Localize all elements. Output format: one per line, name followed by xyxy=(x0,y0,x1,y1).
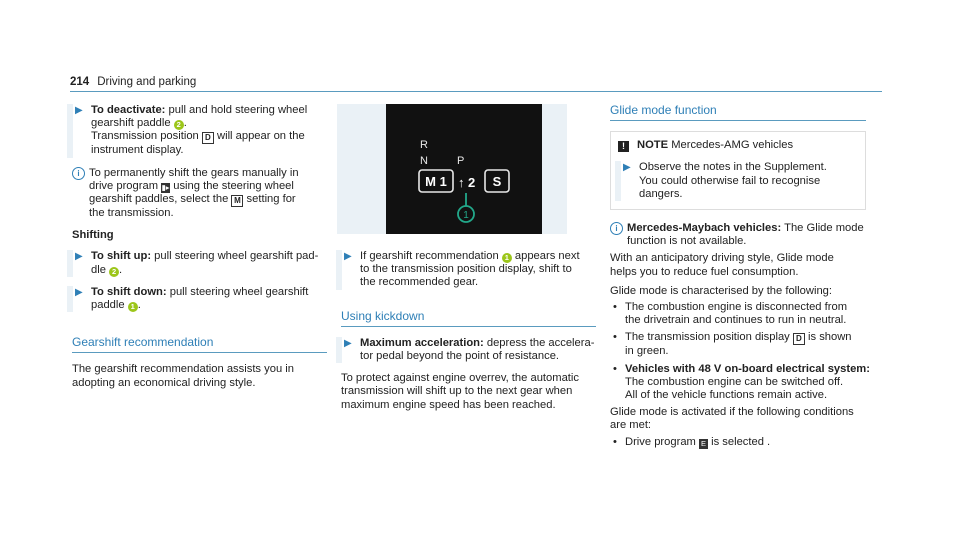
maybach-label: Mercedes-Maybach vehicles: xyxy=(627,222,782,235)
recommendation-text: appears next xyxy=(514,250,580,262)
deactivate-label: To deactivate: xyxy=(91,104,166,116)
glide-mode-heading: Glide mode function xyxy=(610,104,866,121)
recommended-gear-label: 2 xyxy=(468,175,476,190)
step-bar xyxy=(67,104,73,158)
callout-1-icon: 1 xyxy=(128,302,138,312)
arrow-icon: ▶ xyxy=(75,286,83,298)
list-item xyxy=(610,436,866,449)
shift-down-text: pull steering wheel gearshift xyxy=(169,285,309,298)
tip-text: setting for xyxy=(246,193,296,206)
step-bar xyxy=(615,161,621,201)
list-item-text: The transmission position display xyxy=(625,331,790,344)
mode-label: S xyxy=(492,174,502,189)
step-bar xyxy=(67,286,73,312)
shift-up-text: pull steering wheel gearshift pad- xyxy=(154,250,319,263)
bullet-icon: • xyxy=(613,331,617,344)
max-acceleration-text: tor pedal beyond the point of resistance. xyxy=(360,350,560,363)
gearshift-recommendation-heading: Gearshift recommendation xyxy=(72,336,327,353)
list-item-text: is selected . xyxy=(711,435,771,448)
step-bar xyxy=(67,250,73,276)
deactivate-text: pull and hold steering wheel xyxy=(168,104,308,116)
max-acceleration-label: Maximum acceleration: xyxy=(360,336,484,349)
gearshift-text: The gearshift recommendation assists you in xyxy=(72,363,294,376)
bullet-icon: • xyxy=(613,301,617,314)
kickdown-heading: Using kickdown xyxy=(341,310,596,327)
drive-program-e-icon: E xyxy=(700,438,706,448)
note-box xyxy=(610,131,866,210)
shift-up-step: ▶ To shift up: pull steering wheel gearshift pad- dle 2 . xyxy=(72,250,327,276)
protect-text: To protect against engine overrev, the automatic xyxy=(341,372,579,385)
gear-m-icon: M xyxy=(231,195,243,207)
callout-1-icon: 1 xyxy=(502,253,512,263)
glide-text: helps you to reduce fuel consumption. xyxy=(610,265,799,278)
column-3 xyxy=(610,103,870,453)
column-1 xyxy=(72,104,327,390)
list-item-text: in green. xyxy=(625,345,669,358)
list-item-text: All of the vehicle functions remain active. xyxy=(625,389,828,402)
note-label: NOTE xyxy=(637,139,669,152)
arrow-icon: ▶ xyxy=(344,337,352,349)
upshift-arrow-icon: ↑ xyxy=(458,175,465,190)
list-item xyxy=(610,362,870,403)
current-gear-label: M 1 xyxy=(425,174,447,189)
step-bar xyxy=(336,337,342,363)
info-icon: i xyxy=(72,167,85,180)
maybach-info xyxy=(610,222,866,248)
max-acceleration-text: depress the accelera- xyxy=(486,336,595,349)
note-step xyxy=(620,161,858,201)
list-item xyxy=(610,331,866,358)
header-rule xyxy=(70,91,882,92)
list-item-text: is shown xyxy=(808,331,852,344)
tip-text: gearshift paddles, select the xyxy=(89,193,229,206)
glide-text: Glide mode is characterised by the following: xyxy=(610,284,832,297)
protect-text: maximum engine speed has been reached. xyxy=(341,398,556,411)
shifting-heading: Shifting xyxy=(72,229,114,242)
maybach-text: The Glide mode xyxy=(784,222,864,235)
arrow-icon: ▶ xyxy=(623,162,631,174)
recommendation-text: If gearshift recommendation xyxy=(360,250,499,262)
gear-p-label: P xyxy=(457,155,465,167)
warning-icon: ! xyxy=(618,141,629,152)
deactivate-text: will appear on the xyxy=(217,130,305,143)
page-number: 214 xyxy=(70,76,90,88)
tip-text: the transmission. xyxy=(89,207,174,220)
arrow-icon: ▶ xyxy=(75,105,83,116)
shift-up-text: dle xyxy=(91,263,106,276)
deactivate-step: ▶ To deactivate: pull and hold steering wheel gearshift paddle 2 . Transmission position D will appear on the instrument display. xyxy=(72,104,327,158)
gear-n-label: N xyxy=(420,155,428,167)
arrow-icon: ▶ xyxy=(344,251,352,262)
note-text: Mercedes-AMG vehicles xyxy=(671,139,794,152)
list-item xyxy=(610,301,866,327)
glide-text: Glide mode is activated if the following conditions xyxy=(610,406,854,419)
step-bar xyxy=(336,250,342,290)
callout-1-label: 1 xyxy=(463,210,469,221)
list-item-text: Drive program xyxy=(625,435,696,448)
max-acceleration-step xyxy=(341,337,596,363)
recommendation-text: the recommended gear. xyxy=(360,276,479,289)
recommendation-step xyxy=(341,250,596,290)
deactivate-text: Transmission position xyxy=(91,130,199,143)
glide-text: are met: xyxy=(610,419,652,432)
gearshift-text: adopting an economical driving style. xyxy=(72,376,256,389)
callout-2-icon: 2 xyxy=(109,267,119,277)
shift-up-label: To shift up: xyxy=(91,250,152,263)
instrument-screen xyxy=(386,104,542,234)
gear-display-figure xyxy=(337,104,567,234)
column-2 xyxy=(341,104,596,412)
gear-r-label: R xyxy=(420,139,428,151)
list-item-text: the drivetrain and continues to run in neutral. xyxy=(625,314,847,327)
gear-d-icon: D xyxy=(202,132,214,144)
deactivate-text: instrument display. xyxy=(91,144,184,157)
list-item-text: The combustion engine is disconnected from xyxy=(625,301,848,314)
shift-down-label: To shift down: xyxy=(91,285,167,298)
callout-2-icon: 2 xyxy=(174,120,184,130)
glide-text: With an anticipatory driving style, Glide mode xyxy=(610,252,834,265)
drive-program-m-icon: ▮▸ xyxy=(161,182,170,192)
list-item-label: Vehicles with 48 V on-board electrical system: xyxy=(625,362,870,375)
page-section-title: Driving and parking xyxy=(97,76,197,88)
bullet-icon: • xyxy=(613,435,617,448)
note-step-text: dangers. xyxy=(639,187,683,200)
maybach-text: function is not available. xyxy=(627,235,747,248)
deactivate-text: gearshift paddle xyxy=(91,117,171,130)
protect-text: transmission will shift up to the next gear when xyxy=(341,385,573,398)
gear-d-icon: D xyxy=(793,333,805,345)
arrow-icon: ▶ xyxy=(75,251,83,263)
note-step-text: You could otherwise fail to recognise xyxy=(639,174,821,187)
list-item-text: The combustion engine can be switched off. xyxy=(625,375,844,388)
tip-text: drive program xyxy=(89,179,159,192)
recommendation-text: to the transmission position display, shift to xyxy=(360,263,572,276)
tip-text: To permanently shift the gears manually in xyxy=(89,166,299,179)
tip-text: using the steering wheel xyxy=(173,179,294,192)
bullet-icon: • xyxy=(613,362,617,375)
shift-down-step: ▶ To shift down: pull steering wheel gearshift paddle 1 . xyxy=(72,286,327,312)
tip-block xyxy=(72,167,327,221)
page-header xyxy=(70,76,196,89)
gear-display-graphic xyxy=(386,104,542,234)
note-step-text: Observe the notes in the Supplement. xyxy=(639,161,827,174)
shift-down-text: paddle xyxy=(91,299,125,312)
info-icon: i xyxy=(610,222,623,235)
